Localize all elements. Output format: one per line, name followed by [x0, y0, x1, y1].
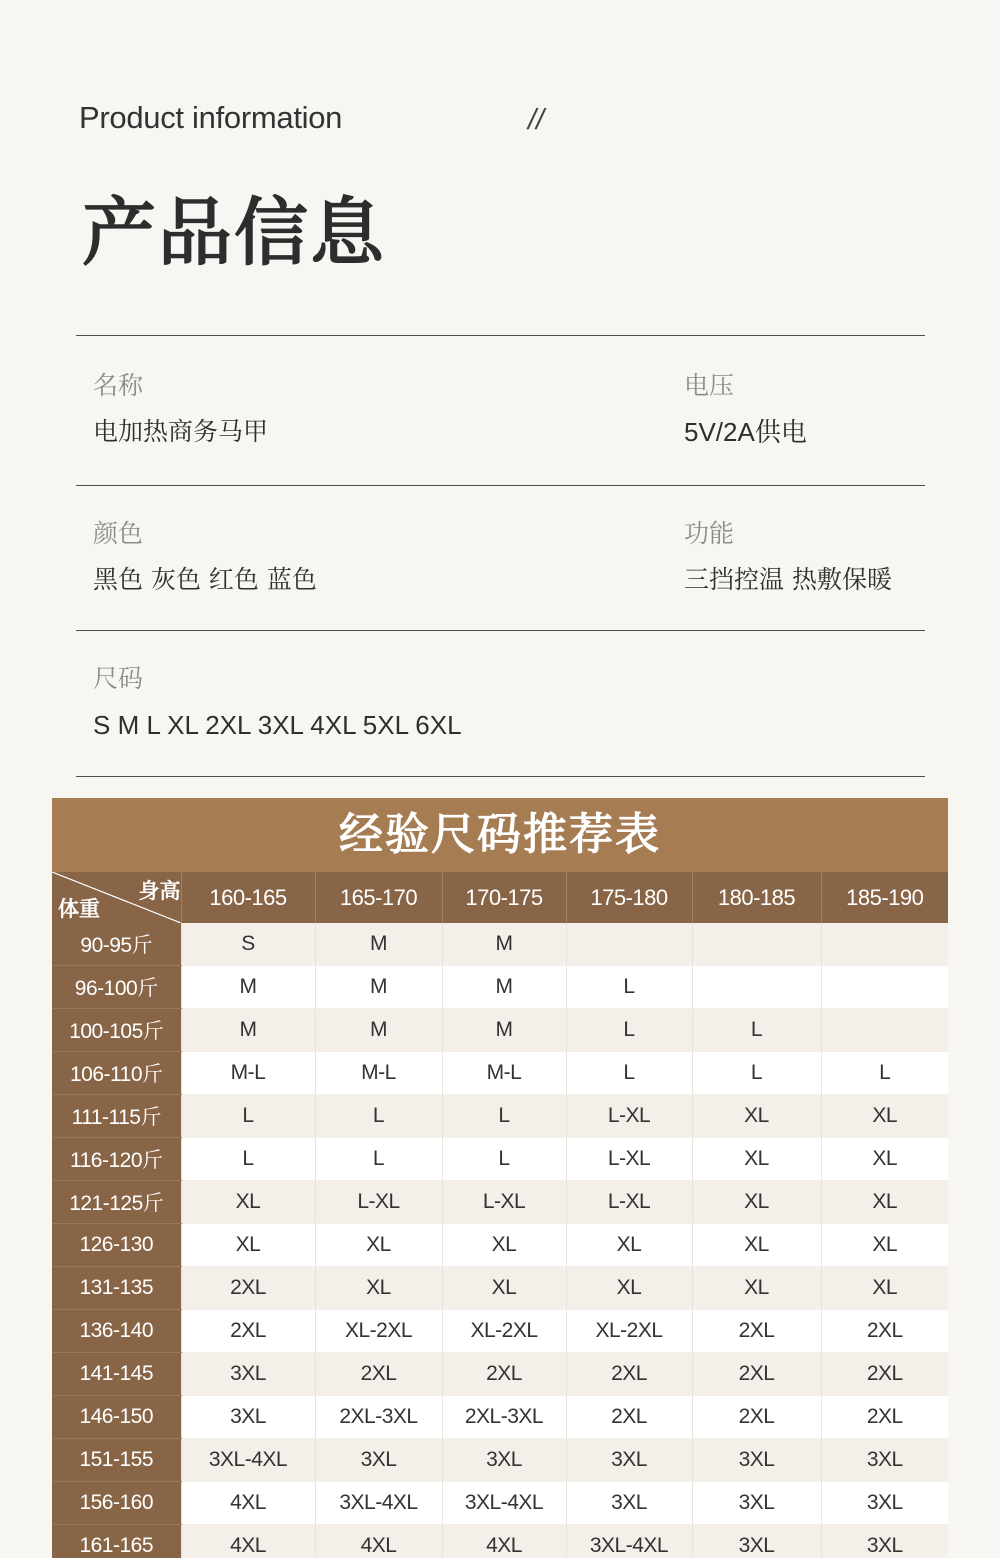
- size-cell: [566, 923, 692, 966]
- function-label: 功能: [684, 518, 734, 550]
- size-cell: [692, 923, 821, 966]
- size-cell: [821, 1009, 948, 1052]
- size-cell: XL-2XL: [442, 1310, 566, 1353]
- size-cell: 3XL: [315, 1439, 442, 1482]
- size-cell: 3XL: [692, 1482, 821, 1525]
- size-recommendation-table: [52, 798, 948, 1558]
- size-cell: XL: [315, 1224, 442, 1267]
- voltage-value: 5V/2A供电: [684, 415, 807, 449]
- size-cell: 3XL-4XL: [442, 1482, 566, 1525]
- weight-row-header: 136-140: [52, 1310, 181, 1353]
- size-cell: L-XL: [315, 1181, 442, 1224]
- size-cell: XL: [692, 1224, 821, 1267]
- size-cell: 3XL: [692, 1439, 821, 1482]
- height-column-header: 170-175: [442, 872, 566, 923]
- height-column-header: 165-170: [315, 872, 442, 923]
- size-cell: L: [181, 1138, 315, 1181]
- size-cell: M: [181, 1009, 315, 1052]
- table-row: [52, 1052, 948, 1095]
- size-cell: XL: [566, 1267, 692, 1310]
- table-row: [52, 923, 948, 966]
- size-cell: XL: [821, 1095, 948, 1138]
- size-cell: L: [442, 1138, 566, 1181]
- size-cell: 2XL-3XL: [315, 1396, 442, 1439]
- weight-axis-label: 体重: [58, 893, 100, 923]
- size-cell: L: [566, 966, 692, 1009]
- divider-line: [76, 776, 925, 777]
- size-cell: M: [442, 923, 566, 966]
- size-cell: XL-2XL: [566, 1310, 692, 1353]
- size-cell: XL: [181, 1224, 315, 1267]
- color-value: 黑色 灰色 红色 蓝色: [93, 563, 317, 597]
- size-cell: 2XL: [315, 1353, 442, 1396]
- divider-line: [76, 335, 925, 336]
- size-cell: M: [442, 966, 566, 1009]
- size-cell: 2XL: [821, 1396, 948, 1439]
- function-value: 三挡控温 热敷保暖: [684, 563, 892, 597]
- size-cell: M: [442, 1009, 566, 1052]
- table-row: [52, 1095, 948, 1138]
- table-row: [52, 1353, 948, 1396]
- size-cell: 2XL: [821, 1310, 948, 1353]
- divider-line: [76, 630, 925, 631]
- size-cell: L-XL: [566, 1138, 692, 1181]
- size-cell: 4XL: [181, 1482, 315, 1525]
- section-title-chinese: 产品信息: [82, 188, 386, 278]
- table-row: [52, 1396, 948, 1439]
- size-cell: L: [692, 1009, 821, 1052]
- weight-row-header: 161-165: [52, 1525, 181, 1558]
- size-cell: L: [442, 1095, 566, 1138]
- height-axis-label: 身高: [139, 875, 181, 905]
- weight-row-header: 156-160: [52, 1482, 181, 1525]
- weight-row-header: 116-120斤: [52, 1138, 181, 1181]
- size-cell: 2XL: [692, 1353, 821, 1396]
- size-cell: 3XL: [442, 1439, 566, 1482]
- table-row: [52, 1009, 948, 1052]
- size-cell: L-XL: [566, 1095, 692, 1138]
- size-cell: 2XL-3XL: [442, 1396, 566, 1439]
- size-cell: 2XL: [566, 1396, 692, 1439]
- voltage-label: 电压: [684, 370, 734, 402]
- size-cell: L: [821, 1052, 948, 1095]
- name-label: 名称: [93, 370, 143, 402]
- size-cell: 3XL: [821, 1525, 948, 1558]
- size-cell: XL: [821, 1138, 948, 1181]
- table-row: [52, 1482, 948, 1525]
- size-cell: 2XL: [566, 1353, 692, 1396]
- size-cell: XL: [692, 1267, 821, 1310]
- size-cell: 3XL: [181, 1353, 315, 1396]
- size-cell: XL: [566, 1224, 692, 1267]
- size-cell: L: [315, 1138, 442, 1181]
- size-cell: 3XL: [692, 1525, 821, 1558]
- size-cell: L: [692, 1052, 821, 1095]
- table-row: [52, 1310, 948, 1353]
- table-row: [52, 1267, 948, 1310]
- size-cell: 3XL-4XL: [566, 1525, 692, 1558]
- size-cell: 3XL: [566, 1439, 692, 1482]
- size-cell: 4XL: [442, 1525, 566, 1558]
- size-cell: 2XL: [692, 1310, 821, 1353]
- size-cell: 3XL: [181, 1396, 315, 1439]
- size-cell: M: [315, 923, 442, 966]
- table-row: [52, 1181, 948, 1224]
- size-cell: XL-2XL: [315, 1310, 442, 1353]
- size-cell: L: [566, 1052, 692, 1095]
- size-cell: M: [315, 966, 442, 1009]
- size-cell: 4XL: [181, 1525, 315, 1558]
- table-row: [52, 1138, 948, 1181]
- size-grid: [52, 872, 948, 1558]
- size-cell: 2XL: [442, 1353, 566, 1396]
- size-cell: [821, 966, 948, 1009]
- size-cell: 3XL: [821, 1482, 948, 1525]
- size-cell: 2XL: [181, 1310, 315, 1353]
- size-cell: XL: [442, 1267, 566, 1310]
- size-cell: M-L: [315, 1052, 442, 1095]
- size-cell: XL: [692, 1181, 821, 1224]
- size-cell: L: [566, 1009, 692, 1052]
- size-cell: XL: [315, 1267, 442, 1310]
- size-cell: [692, 966, 821, 1009]
- size-cell: XL: [692, 1095, 821, 1138]
- decorative-slash: //: [528, 104, 544, 137]
- size-cell: 4XL: [315, 1525, 442, 1558]
- size-cell: L-XL: [566, 1181, 692, 1224]
- weight-row-header: 126-130: [52, 1224, 181, 1267]
- size-cell: M-L: [181, 1052, 315, 1095]
- weight-row-header: 111-115斤: [52, 1095, 181, 1138]
- size-cell: L-XL: [442, 1181, 566, 1224]
- size-cell: 3XL-4XL: [315, 1482, 442, 1525]
- table-row: [52, 966, 948, 1009]
- table-row: [52, 1525, 948, 1558]
- height-column-header: 185-190: [821, 872, 948, 923]
- corner-header-cell: [52, 872, 181, 923]
- size-cell: L: [181, 1095, 315, 1138]
- size-cell: 3XL: [566, 1482, 692, 1525]
- size-value: S M L XL 2XL 3XL 4XL 5XL 6XL: [93, 708, 462, 742]
- divider-line: [76, 485, 925, 486]
- height-column-header: 175-180: [566, 872, 692, 923]
- size-cell: S: [181, 923, 315, 966]
- size-cell: XL: [821, 1181, 948, 1224]
- size-cell: M-L: [442, 1052, 566, 1095]
- table-row: [52, 1224, 948, 1267]
- weight-row-header: 96-100斤: [52, 966, 181, 1009]
- weight-row-header: 131-135: [52, 1267, 181, 1310]
- weight-row-header: 141-145: [52, 1353, 181, 1396]
- color-label: 颜色: [93, 518, 143, 550]
- weight-row-header: 90-95斤: [52, 923, 181, 966]
- size-cell: [821, 923, 948, 966]
- size-cell: 2XL: [181, 1267, 315, 1310]
- size-cell: XL: [181, 1181, 315, 1224]
- size-cell: 3XL-4XL: [181, 1439, 315, 1482]
- height-column-header: 180-185: [692, 872, 821, 923]
- size-cell: XL: [821, 1267, 948, 1310]
- table-row: [52, 1439, 948, 1482]
- height-header-row: [52, 872, 948, 923]
- size-cell: 2XL: [821, 1353, 948, 1396]
- height-column-header: 160-165: [181, 872, 315, 923]
- section-title-english: Product information: [79, 100, 342, 136]
- weight-row-header: 100-105斤: [52, 1009, 181, 1052]
- size-cell: XL: [821, 1224, 948, 1267]
- size-cell: 3XL: [821, 1439, 948, 1482]
- size-cell: 2XL: [692, 1396, 821, 1439]
- weight-row-header: 121-125斤: [52, 1181, 181, 1224]
- weight-row-header: 146-150: [52, 1396, 181, 1439]
- size-cell: M: [181, 966, 315, 1009]
- weight-row-header: 151-155: [52, 1439, 181, 1482]
- size-cell: M: [315, 1009, 442, 1052]
- size-cell: L: [315, 1095, 442, 1138]
- size-cell: XL: [442, 1224, 566, 1267]
- size-cell: XL: [692, 1138, 821, 1181]
- size-table-title: 经验尺码推荐表: [52, 798, 948, 872]
- weight-row-header: 106-110斤: [52, 1052, 181, 1095]
- name-value: 电加热商务马甲: [93, 415, 268, 449]
- size-label: 尺码: [93, 663, 143, 695]
